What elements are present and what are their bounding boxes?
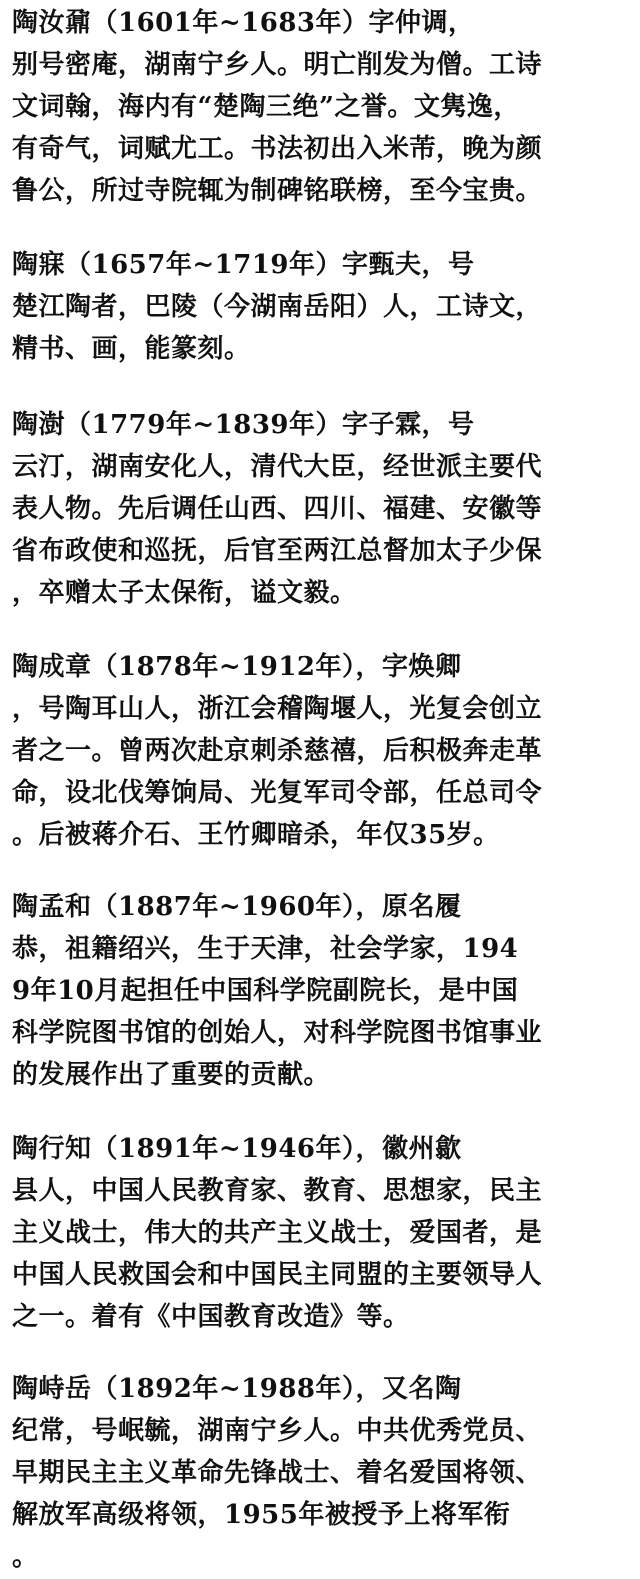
- entry-line: 9年10月起担任中国科学院副院长，是中国: [12, 976, 519, 1006]
- entry-line: 精书、画，能篆刻。: [12, 334, 251, 364]
- entry-line: 恭，祖籍绍兴，生于天津，社会学家，194: [12, 934, 519, 964]
- entry-line: 陶寐（1657年~1719年）字甄夫，号: [12, 250, 475, 280]
- entry-line: ，号陶耳山人，浙江会稽陶堰人，光复会创立: [12, 694, 543, 724]
- entry-line: 陶成章（1878年~1912年），字焕卿: [12, 652, 462, 682]
- entry-line: 者之一。曾两次赴京刺杀慈禧，后积极奔走革: [12, 736, 543, 766]
- entry-line: 县人，中国人民教育家、教育、思想家，民主: [12, 1176, 543, 1206]
- entry-tao-zhiyue: [12, 1368, 630, 1578]
- entry-line: 陶峙岳（1892年~1988年），又名陶: [12, 1374, 462, 1404]
- entry-line: 云汀，湖南安化人，清代大臣，经世派主要代: [12, 452, 543, 482]
- entry-line: 纪常，号岷毓，湖南宁乡人。中共优秀党员、: [12, 1416, 543, 1446]
- entry-line: 。后被蒋介石、王竹卿暗杀，年仅35岁。: [12, 820, 500, 850]
- entry-line: 之一。着有《中国教育改造》等。: [12, 1302, 410, 1332]
- entry-line: 表人物。先后调任山西、四川、福建、安徽等: [12, 494, 543, 524]
- entry-line: 省布政使和巡抚，后官至两江总督加太子少保: [12, 536, 543, 566]
- entry-line: 科学院图书馆的创始人，对科学院图书馆事业: [12, 1018, 543, 1048]
- entry-line: 主义战士，伟大的共产主义战士，爱国者，是: [12, 1218, 543, 1248]
- entry-line: 陶澍（1779年~1839年）字子霖，号: [12, 410, 475, 440]
- entry-line: 命，设北伐筹饷局、光复军司令部，任总司令: [12, 778, 543, 808]
- entry-line: 鲁公，所过寺院辄为制碑铭联榜，至今宝贵。: [12, 176, 543, 206]
- entry-line: 楚江陶者，巴陵（今湖南岳阳）人，工诗文，: [12, 292, 543, 322]
- entry-line: 早期民主主义革命先锋战士、着名爱国将领、: [12, 1458, 543, 1488]
- entry-line: 有奇气，词赋尤工。书法初出入米芾，晚为颜: [12, 134, 543, 164]
- entry-line: 文词翰，海内有“楚陶三绝”之誉。文隽逸，: [12, 92, 520, 122]
- entry-tao-runai: [12, 2, 630, 212]
- entry-line: ，卒赠太子太保衔，谥文毅。: [12, 578, 357, 608]
- entry-line: 的发展作出了重要的贡献。: [12, 1060, 331, 1090]
- entry-tao-shu: [12, 404, 630, 614]
- entry-tao-chengzhang: [12, 646, 630, 856]
- entry-tao-xingzhi: [12, 1128, 630, 1338]
- entry-tao-mei: [12, 244, 630, 370]
- entry-line: 。: [12, 1542, 39, 1572]
- entry-line: 中国人民救国会和中国民主同盟的主要领导人: [12, 1260, 543, 1290]
- entry-line: 解放军高级将领，1955年被授予上将军衔: [12, 1500, 511, 1530]
- entry-tao-menghe: [12, 886, 630, 1096]
- entry-line: 陶孟和（1887年~1960年），原名履: [12, 892, 462, 922]
- entry-line: 别号密庵，湖南宁乡人。明亡削发为僧。工诗: [12, 50, 543, 80]
- entry-line: 陶汝鼐（1601年~1683年）字仲调，: [12, 8, 475, 38]
- entry-line: 陶行知（1891年~1946年），徽州歙: [12, 1134, 462, 1164]
